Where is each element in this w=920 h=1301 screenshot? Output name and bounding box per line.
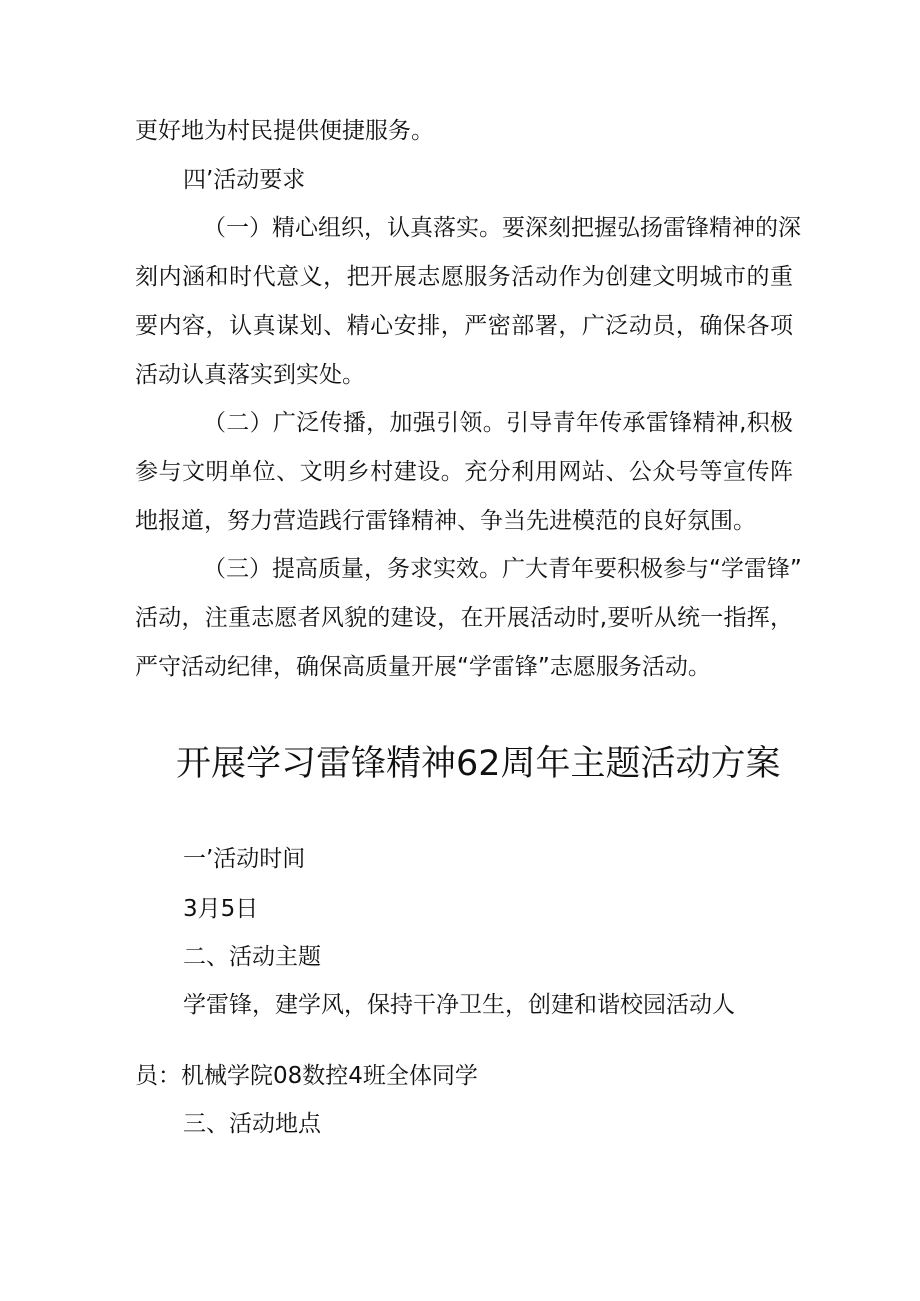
section-heading-theme: 二、活动主题 <box>183 944 321 970</box>
document-title: 开展学习雷锋精神62周年主题活动方案 <box>176 744 781 784</box>
requirement-1-line-3: 要内容，认真谋划、精心安排，严密部署，广泛动员，确保各项 <box>135 313 793 339</box>
requirement-3-line-1: （三）提高质量，务求实效。广大青年要积极参与“学雷锋” <box>203 556 802 582</box>
requirement-1-line-1: （一）精心组织，认真落实。要深刻把握弘扬雷锋精神的深 <box>203 215 801 241</box>
requirement-2-line-1: （二）广泛传播，加强引领。引导青年传承雷锋精神,积极 <box>203 410 793 436</box>
requirement-3-line-3: 严守活动纪律，确保高质量开展“学雷锋”志愿服务活动。 <box>135 654 711 680</box>
requirement-1-line-4: 活动认真落实到实处。 <box>135 362 365 388</box>
continued-paragraph-line: 更好地为村民提供便捷服务。 <box>135 118 434 144</box>
requirement-2-line-2: 参与文明单位、文明乡村建设。充分利用网站、公众号等宣传阵 <box>135 459 793 485</box>
section-heading-location: 三、活动地点 <box>183 1111 321 1137</box>
requirement-3-line-2: 活动，注重志愿者风貌的建设，在开展活动时,要听从统一指挥， <box>135 605 793 631</box>
requirement-1-line-2: 刻内涵和时代意义，把开展志愿服务活动作为创建文明城市的重 <box>135 264 793 290</box>
section-heading-time: 一’活动时间 <box>183 846 306 872</box>
activity-participants: 员：机械学院08数控4班全体同学 <box>135 1063 478 1089</box>
activity-theme: 学雷锋，建学风，保持干净卫生，创建和谐校园活动人 <box>183 992 735 1018</box>
section-heading-requirements: 四’活动要求 <box>183 167 306 193</box>
requirement-2-line-3: 地报道，努力营造践行雷锋精神、争当先进模范的良好氛围。 <box>135 508 756 534</box>
activity-date: 3月5日 <box>183 896 259 922</box>
